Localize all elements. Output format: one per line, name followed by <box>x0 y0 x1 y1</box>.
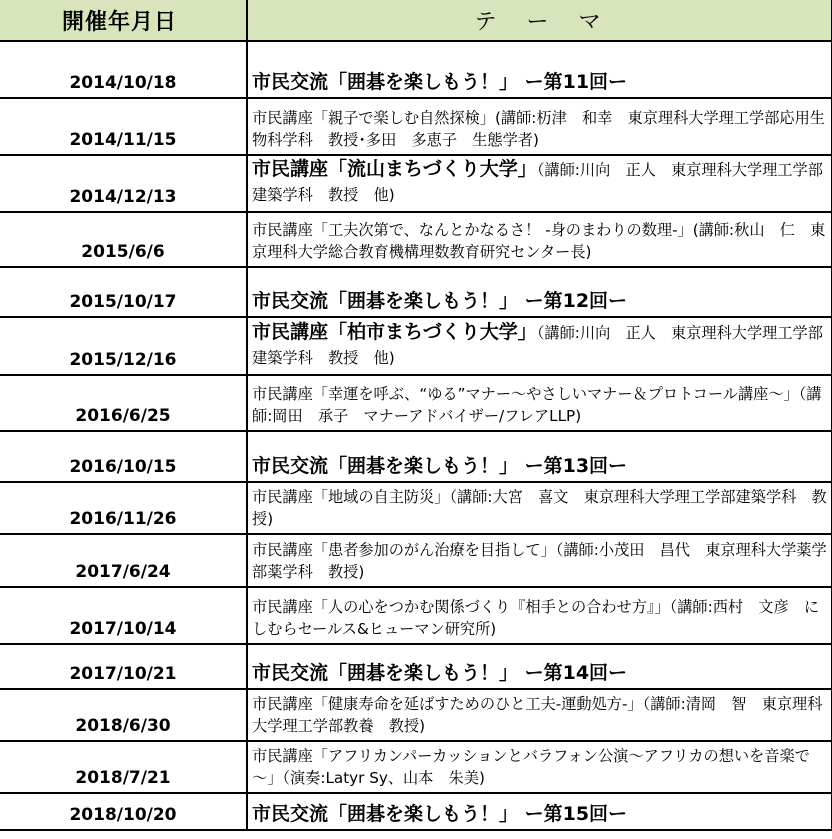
event-date[interactable]: 2015/6/6 <box>0 212 247 267</box>
table-row <box>0 98 832 155</box>
theme-text: 市民講座「健康寿命を延ばすためのひと工夫-運動処方-」（講師:清岡 智 東京理科大学理工学部教養 教授) <box>252 695 823 735</box>
theme-text: 市民交流「囲碁を楽しもう！」 ー第14回ー <box>252 662 628 684</box>
table-row <box>0 41 832 98</box>
theme-text: 市民交流「囲碁を楽しもう！」 ー第15回ー <box>252 803 628 825</box>
table-row <box>0 317 832 375</box>
event-theme[interactable] <box>247 689 832 741</box>
theme-text: 市民講座「人の心をつかむ関係づくり『相手との合わせ方』」（講師:西村 文彦 にしむらセールス&ヒューマン研究所) <box>252 598 820 638</box>
theme-lead: 市民講座「柏市まちづくり大学」 <box>252 321 537 343</box>
event-theme[interactable] <box>247 317 832 375</box>
event-theme[interactable] <box>247 741 832 793</box>
theme-text: 市民講座「工夫次第で、なんとかなるさ！ -身のまわりの数理-」(講師:秋山 仁 東京理科大学総合教育機構理数教育研究センター長) <box>252 221 826 261</box>
theme-text <box>252 157 831 208</box>
table-row <box>0 155 832 212</box>
event-theme[interactable] <box>247 41 832 98</box>
event-date[interactable]: 2018/6/30 <box>0 689 247 741</box>
event-theme[interactable] <box>247 482 832 534</box>
event-date[interactable]: 2018/7/21 <box>0 741 247 793</box>
table-row <box>0 267 832 317</box>
theme-text: 市民講座「地域の自主防災」（講師:大宮 喜文 東京理科大学理工学部建築学科 教授) <box>252 488 827 528</box>
theme-text: 市民交流「囲碁を楽しもう！」 ー第11回ー <box>252 71 628 93</box>
event-theme[interactable] <box>247 267 832 317</box>
table-row <box>0 793 832 830</box>
header-theme[interactable]: テ ー マ <box>247 0 832 41</box>
theme-text <box>252 320 831 371</box>
event-theme[interactable] <box>247 644 832 689</box>
theme-text: 市民交流「囲碁を楽しもう！」 ー第13回ー <box>252 455 628 477</box>
table-row <box>0 689 832 741</box>
theme-text: 市民講座「患者参加のがん治療を目指して」（講師:小茂田 昌代 東京理科大学薬学部薬学科 教授) <box>252 541 827 581</box>
event-date[interactable]: 2015/10/17 <box>0 267 247 317</box>
event-theme[interactable] <box>247 212 832 267</box>
theme-lead: 市民講座「流山まちづくり大学」 <box>252 158 537 180</box>
event-theme[interactable] <box>247 155 832 212</box>
table-row <box>0 482 832 534</box>
event-theme[interactable] <box>247 534 832 587</box>
event-date[interactable]: 2014/10/18 <box>0 41 247 98</box>
table-row <box>0 587 832 644</box>
event-theme[interactable] <box>247 375 832 431</box>
theme-detail: （講師:川向 正人 東京理科大学理工学部建築学科 教授 他) <box>252 324 823 367</box>
event-date[interactable]: 2014/11/15 <box>0 98 247 155</box>
event-date[interactable]: 2017/10/21 <box>0 644 247 689</box>
event-date[interactable]: 2014/12/13 <box>0 155 247 212</box>
theme-text: 市民講座「幸運を呼ぶ、“ゆる”マナー～やさしいマナー＆プロトコール講座～」（講師:岡田 承子 マナーアドバイザー/フレアLLP) <box>252 385 822 425</box>
table-row <box>0 741 832 793</box>
theme-text: 市民講座「親子で楽しむ自然探検」(講師:杤津 和幸 東京理科大学理工学部応用生物科学科 教授･多田 多恵子 生態学者) <box>252 109 825 149</box>
table-row <box>0 375 832 431</box>
theme-text: 市民講座「アフリカンパーカッションとバラフォン公演～アフリカの想いを音楽で～」（演奏:Latyr Sy、山本 朱美) <box>252 747 810 787</box>
event-theme[interactable] <box>247 793 832 830</box>
table-row <box>0 431 832 482</box>
event-date[interactable]: 2015/12/16 <box>0 317 247 375</box>
theme-detail: （講師:川向 正人 東京理科大学理工学部建築学科 教授 他) <box>252 161 823 204</box>
table-row <box>0 644 832 689</box>
event-date[interactable]: 2017/6/24 <box>0 534 247 587</box>
event-date[interactable]: 2016/10/15 <box>0 431 247 482</box>
event-theme[interactable] <box>247 587 832 644</box>
theme-text: 市民交流「囲碁を楽しもう！」 ー第12回ー <box>252 290 628 312</box>
event-date[interactable]: 2018/10/20 <box>0 793 247 830</box>
event-date[interactable]: 2016/11/26 <box>0 482 247 534</box>
event-date[interactable]: 2016/6/25 <box>0 375 247 431</box>
table-row <box>0 212 832 267</box>
event-theme[interactable] <box>247 98 832 155</box>
event-date[interactable]: 2017/10/14 <box>0 587 247 644</box>
header-date[interactable]: 開催年月日 <box>0 0 247 41</box>
event-theme[interactable] <box>247 431 832 482</box>
header-row <box>0 0 832 41</box>
table-row <box>0 534 832 587</box>
